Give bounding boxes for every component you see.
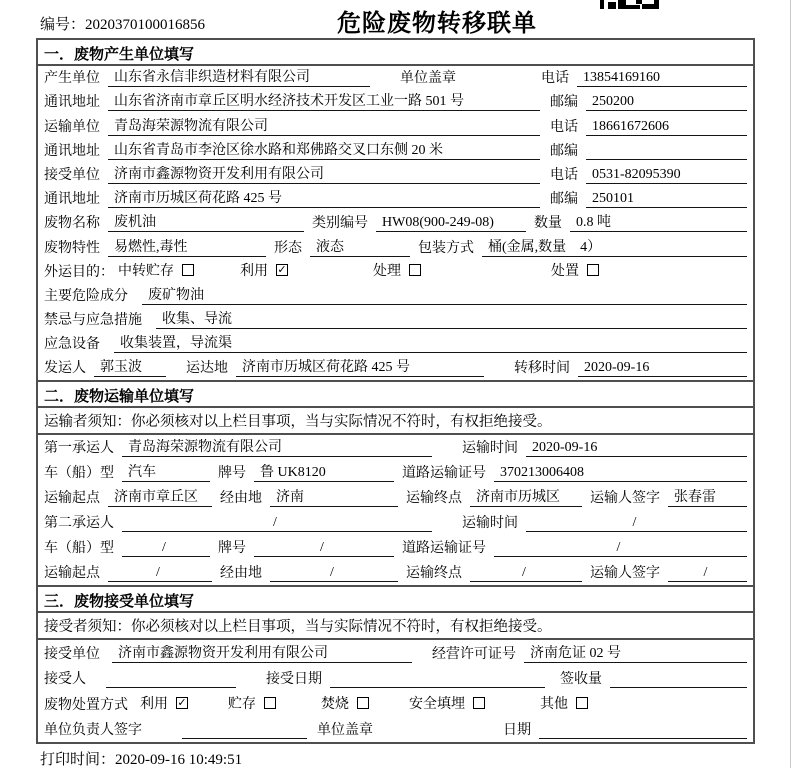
carrier-sign-label: 运输人签字 (590, 491, 660, 507)
via-label: 经由地 (220, 491, 262, 507)
date-value (539, 721, 747, 739)
print-time: 打印时间：2020-09-16 10:49:51 (40, 752, 243, 768)
section-2-header: 二．废物运输单位填写 (38, 382, 753, 408)
plate-number2-label: 牌号 (218, 541, 246, 557)
manifest-table (36, 38, 755, 744)
disposal-landfill-checkbox (473, 697, 485, 709)
emergency-equipment-label: 应急设备 (44, 337, 100, 353)
package-type-value: 桶(金属,数量 4） (482, 239, 747, 257)
disposal-other-checkbox-group (540, 693, 588, 714)
disposal-store-checkbox-group (228, 693, 276, 714)
accept-unit-value: 济南市鑫源物资开发利用有限公司 (112, 645, 412, 663)
utilize-checkbox: ✓ (277, 263, 287, 276)
plate-number-value: 鲁 UK8120 (254, 464, 394, 482)
qr-code-fragment (600, 0, 660, 10)
receiver-notice: 接受者须知：你必须核对以上栏目事项，当与实际情况不符时，有权拒绝接受。 (44, 619, 552, 636)
utilize-checkbox-group (240, 260, 288, 281)
transport-zip-label: 邮编 (550, 143, 578, 159)
main-hazard-value: 废矿物油 (142, 287, 747, 305)
form-row (38, 560, 753, 585)
section-2 (38, 380, 753, 585)
unit-seal-label: 单位盖章 (400, 71, 456, 87)
producer-zip-value: 250200 (586, 93, 747, 111)
dispose-checkbox-label: 处置 (551, 263, 579, 279)
main-hazard-label: 主要危险成分 (44, 288, 128, 304)
form-row (38, 114, 753, 138)
transfer-time-value: 2020-09-16 (578, 359, 747, 377)
receiver-unit-value: 济南市鑫源物资开发利用有限公司 (108, 166, 540, 184)
vehicle-type-label: 车（船）型 (44, 466, 114, 482)
transport-unit-value: 青岛海荣源物流有限公司 (108, 118, 540, 136)
transport-time2-value: / (526, 514, 747, 532)
form-row (38, 460, 753, 485)
receipt-qty-value (610, 670, 747, 688)
form-row (38, 666, 753, 692)
disposal-method-label: 废物处置方式 (44, 697, 128, 713)
disposal-burn-checkbox-group (321, 693, 369, 714)
disposal-landfill-checkbox-label: 安全填埋 (409, 696, 465, 712)
disposal-other-checkbox-label: 其他 (540, 696, 568, 712)
transfer-storage-checkbox-group (118, 260, 194, 281)
treat-checkbox-label: 处理 (373, 263, 401, 279)
first-carrier-value: 青岛海荣源物流有限公司 (122, 439, 432, 457)
form-row (38, 535, 753, 560)
form-row (38, 66, 753, 90)
transport-end2-label: 运输终点 (406, 566, 462, 582)
producer-address-value: 山东省济南市章丘区明水经济技术开发区工业一路 501 号 (108, 93, 540, 111)
accept-unit-label: 接受单位 (44, 646, 100, 662)
form-row (38, 435, 753, 460)
road-permit-label: 道路运输证号 (402, 466, 486, 482)
form-state-value: 液态 (310, 239, 410, 257)
quantity-value: 0.8 吨 (570, 214, 747, 232)
package-type-label: 包装方式 (418, 240, 474, 256)
producer-unit-value: 山东省永信非织造材料有限公司 (108, 69, 370, 87)
page-title: 危险废物转移联单 (337, 10, 537, 37)
form-row (38, 260, 753, 284)
transport-end-label: 运输终点 (406, 491, 462, 507)
receiver-address-label: 通讯地址 (44, 192, 100, 208)
vehicle-type2-value: / (122, 539, 210, 557)
road-permit2-value: / (494, 539, 747, 557)
transport-address-label: 通讯地址 (44, 143, 100, 159)
waste-property-value: 易燃性,毒性 (108, 239, 266, 257)
outbound-purpose-label: 外运目的： (44, 264, 114, 280)
unit-seal2-label: 单位盖章 (317, 723, 373, 739)
first-carrier-label: 第一承运人 (44, 441, 114, 457)
transfer-storage-checkbox (182, 264, 194, 276)
treat-checkbox (409, 264, 421, 276)
transport-zip-value (586, 142, 747, 160)
via2-value: / (270, 564, 398, 582)
page-edge-line (790, 0, 791, 768)
form-row (38, 613, 753, 640)
form-row (38, 510, 753, 535)
producer-zip-label: 邮编 (550, 95, 578, 111)
waste-name-value: 废机油 (108, 214, 304, 232)
section-1-header: 一．废物产生单位填写 (38, 40, 753, 66)
carrier-sign2-value: / (668, 564, 747, 582)
producer-phone-label: 电话 (541, 71, 569, 87)
plate-number-label: 牌号 (218, 466, 246, 482)
transport-time-label: 运输时间 (462, 441, 518, 457)
form-row (38, 284, 753, 308)
disposal-burn-checkbox (357, 697, 369, 709)
transport-end-value: 济南市历城区 (470, 489, 582, 507)
producer-address-label: 通讯地址 (44, 95, 100, 111)
disposal-store-checkbox (264, 697, 276, 709)
transport-origin2-value: / (108, 564, 212, 582)
section-1 (38, 40, 753, 380)
form-row (38, 717, 753, 743)
disposal-store-checkbox-label: 贮存 (228, 696, 256, 712)
form-row (38, 408, 753, 435)
transport-end2-value: / (470, 564, 582, 582)
transport-origin-label: 运输起点 (44, 491, 100, 507)
form-row (38, 90, 753, 114)
date-label: 日期 (503, 723, 531, 739)
receiver-unit-label: 接受单位 (44, 167, 100, 183)
receiver-phone-label: 电话 (550, 167, 578, 183)
dispose-checkbox-group (551, 260, 599, 281)
second-carrier-value: / (122, 514, 432, 532)
form-row (38, 691, 753, 717)
disposal-other-checkbox (576, 697, 588, 709)
unit-head-sign-label: 单位负责人签字 (44, 723, 142, 739)
section-3 (38, 585, 753, 742)
form-row (38, 640, 753, 666)
transport-phone-value: 18661672606 (586, 118, 747, 136)
form-row (38, 235, 753, 259)
doc-number-value: 2020370100016856 (85, 17, 206, 33)
transporter-notice: 运输者须知：你必须核对以上栏目事项，当与实际情况不符时，有权拒绝接受。 (44, 414, 552, 431)
transport-origin2-label: 运输起点 (44, 566, 100, 582)
transport-address-value: 山东省青岛市李沧区徐水路和郑佛路交叉口东侧 20 米 (108, 142, 540, 160)
transport-unit-label: 运输单位 (44, 119, 100, 135)
via-value: 济南 (270, 489, 398, 507)
form-row (38, 356, 753, 380)
utilize-checkbox-label: 利用 (240, 263, 268, 279)
destination-value: 济南市历城区荷花路 425 号 (236, 359, 484, 377)
treat-checkbox-group (373, 260, 421, 281)
receiver-phone-value: 0531-82095390 (586, 166, 747, 184)
destination-label: 运达地 (186, 361, 228, 377)
taboo-measures-label: 禁忌与应急措施 (44, 313, 142, 329)
producer-phone-value: 13854169160 (577, 69, 747, 87)
accept-person-value (106, 670, 236, 688)
form-state-label: 形态 (274, 240, 302, 256)
road-permit2-label: 道路运输证号 (402, 541, 486, 557)
plate-number2-value: / (254, 539, 394, 557)
transport-time2-label: 运输时间 (462, 516, 518, 532)
receiver-address-value: 济南市历城区荷花路 425 号 (108, 190, 540, 208)
consignor-label: 发运人 (44, 361, 86, 377)
license-value: 济南危证 02 号 (524, 645, 747, 663)
receipt-qty-label: 签收量 (560, 672, 602, 688)
producer-unit-label: 产生单位 (44, 71, 100, 87)
form-row (38, 308, 753, 332)
carrier-sign2-label: 运输人签字 (590, 566, 660, 582)
waste-name-label: 废物名称 (44, 216, 100, 232)
transport-phone-label: 电话 (550, 119, 578, 135)
doc-number-label: 编号： (40, 17, 86, 33)
license-label: 经营许可证号 (432, 646, 516, 662)
transport-time-value: 2020-09-16 (526, 439, 747, 457)
disposal-utilize-checkbox-group (140, 693, 188, 714)
emergency-equipment-value: 收集装置，导流渠 (114, 335, 747, 353)
accept-date-value (330, 670, 545, 688)
accept-person-label: 接受人 (44, 672, 86, 688)
road-permit-value: 370213006408 (494, 464, 747, 482)
disposal-burn-checkbox-label: 焚烧 (321, 696, 349, 712)
dispose-checkbox (587, 264, 599, 276)
form-row (38, 139, 753, 163)
vehicle-type2-label: 车（船）型 (44, 541, 114, 557)
form-row (38, 485, 753, 510)
form-row (38, 163, 753, 187)
quantity-label: 数量 (534, 216, 562, 232)
transfer-time-label: 转移时间 (514, 361, 570, 377)
accept-date-label: 接受日期 (266, 672, 322, 688)
disposal-utilize-checkbox-label: 利用 (140, 696, 168, 712)
transfer-storage-checkbox-label: 中转贮存 (118, 263, 174, 279)
via2-label: 经由地 (220, 566, 262, 582)
transport-origin-value: 济南市章丘区 (108, 489, 212, 507)
consignor-value: 郭玉波 (94, 359, 166, 377)
receiver-zip-label: 邮编 (550, 192, 578, 208)
category-code-value: HW08(900-249-08) (376, 214, 526, 232)
section-3-header: 三．废物接受单位填写 (38, 587, 753, 613)
waste-property-label: 废物特性 (44, 240, 100, 256)
second-carrier-label: 第二承运人 (44, 516, 114, 532)
form-row (38, 187, 753, 211)
category-code-label: 类别编号 (312, 216, 368, 232)
taboo-measures-value: 收集、导流 (156, 311, 747, 329)
form-row (38, 211, 753, 235)
form-row (38, 332, 753, 356)
disposal-landfill-checkbox-group (409, 693, 485, 714)
carrier-sign-value: 张春雷 (668, 489, 747, 507)
disposal-utilize-checkbox: ✓ (177, 696, 187, 709)
vehicle-type-value: 汽车 (122, 464, 210, 482)
unit-head-sign-value (182, 721, 307, 739)
receiver-zip-value: 250101 (586, 190, 747, 208)
